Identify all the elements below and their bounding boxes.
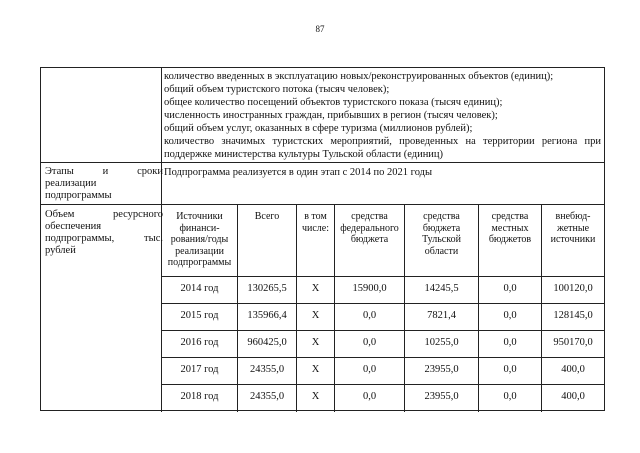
table-cell-extra: 100120,0 bbox=[553, 283, 593, 294]
table-cell-extra: 400,0 bbox=[561, 364, 585, 375]
indicator-line: количество введенных в эксплуатацию новых/реконструированных объектов (единиц); bbox=[164, 71, 554, 82]
header-federal: средства федерального бюджета bbox=[340, 211, 399, 245]
table-cell-year: 2017 год bbox=[180, 364, 219, 375]
table-cell-federal: 0,0 bbox=[362, 337, 377, 348]
table-cell-year: 2015 год bbox=[180, 310, 219, 321]
table-cell-regional: 23955,0 bbox=[424, 391, 459, 402]
row-separator-indicators bbox=[41, 162, 604, 163]
table-cell-regional: 10255,0 bbox=[424, 337, 459, 348]
indicator-line: поддержке министерства культуры Тульской области (единиц) bbox=[164, 149, 444, 160]
table-cell-federal: 0,0 bbox=[362, 364, 377, 375]
grid-row-1 bbox=[161, 276, 604, 277]
grid-row-4 bbox=[161, 357, 604, 358]
table-cell-federal: 0,0 bbox=[362, 310, 377, 321]
table-cell-extra: 950170,0 bbox=[553, 337, 593, 348]
table-cell-local: 0,0 bbox=[503, 283, 517, 294]
table-cell-total: 960425,0 bbox=[247, 337, 287, 348]
table-cell-total: 24355,0 bbox=[249, 391, 285, 402]
table-cell-x: Х bbox=[311, 391, 320, 402]
header-local: средства местных бюджетов bbox=[488, 211, 532, 245]
header-extrabudget: внебюд- жетные источники bbox=[550, 211, 596, 245]
table-cell-x: Х bbox=[311, 337, 320, 348]
table-cell-extra: 400,0 bbox=[561, 391, 585, 402]
header-sources: Источники финанси- рования/годы реализации подпрограммы bbox=[167, 211, 232, 268]
table-cell-total: 24355,0 bbox=[249, 364, 285, 375]
table-cell-year: 2018 год bbox=[180, 391, 219, 402]
table-cell-federal: 0,0 bbox=[362, 391, 377, 402]
table-cell-local: 0,0 bbox=[503, 364, 517, 375]
table-cell-year: 2016 год bbox=[180, 337, 219, 348]
table-cell-regional: 7821,4 bbox=[427, 310, 456, 321]
header-including: в том числе: bbox=[301, 211, 330, 234]
table-cell-local: 0,0 bbox=[503, 310, 517, 321]
indicator-line: численность иностранных граждан, прибывших в регион (тысяч человек); bbox=[164, 110, 498, 121]
table-cell-local: 0,0 bbox=[503, 337, 517, 348]
header-total: Всего bbox=[254, 211, 280, 222]
table-cell-total: 135966,4 bbox=[247, 310, 287, 321]
grid-col-1 bbox=[237, 204, 238, 412]
table-cell-total: 130265,5 bbox=[247, 283, 287, 294]
indicator-line: общий объем туристского потока (тысяч человек); bbox=[164, 84, 390, 95]
grid-col-2 bbox=[296, 204, 297, 412]
table-cell-x: Х bbox=[311, 364, 320, 375]
table-cell-year: 2014 год bbox=[180, 283, 219, 294]
stages-text: Подпрограмма реализуется в один этап с 2014 по 2021 годы bbox=[164, 167, 433, 178]
table-cell-federal: 15900,0 bbox=[352, 283, 387, 294]
passport-table bbox=[40, 67, 605, 411]
table-cell-extra: 128145,0 bbox=[553, 310, 593, 321]
indicator-line: общий объем услуг, оказанных в сфере туризма (миллионов рублей); bbox=[164, 123, 473, 134]
row-separator-stages bbox=[41, 204, 604, 205]
indicator-line: количество значимых туристских мероприятий, проведенных на территории региона при bbox=[164, 136, 601, 147]
table-cell-local: 0,0 bbox=[503, 391, 517, 402]
stages-label: Этапы и сроки реализации подпрограммы bbox=[45, 166, 163, 201]
funding-label: Объем ресурсного обеспечения подпрограммы, тыс. рублей bbox=[45, 209, 163, 256]
indicator-line: общее количество посещений объектов туристского показа (тысяч единиц); bbox=[164, 97, 503, 108]
table-cell-regional: 23955,0 bbox=[424, 364, 459, 375]
table-cell-x: Х bbox=[311, 283, 320, 294]
grid-row-3 bbox=[161, 330, 604, 331]
table-cell-x: Х bbox=[311, 310, 320, 321]
grid-row-5 bbox=[161, 384, 604, 385]
grid-row-2 bbox=[161, 303, 604, 304]
page-number: 87 bbox=[315, 24, 325, 34]
header-regional: средства бюджета Тульской области bbox=[422, 211, 461, 257]
table-cell-regional: 14245,5 bbox=[424, 283, 459, 294]
